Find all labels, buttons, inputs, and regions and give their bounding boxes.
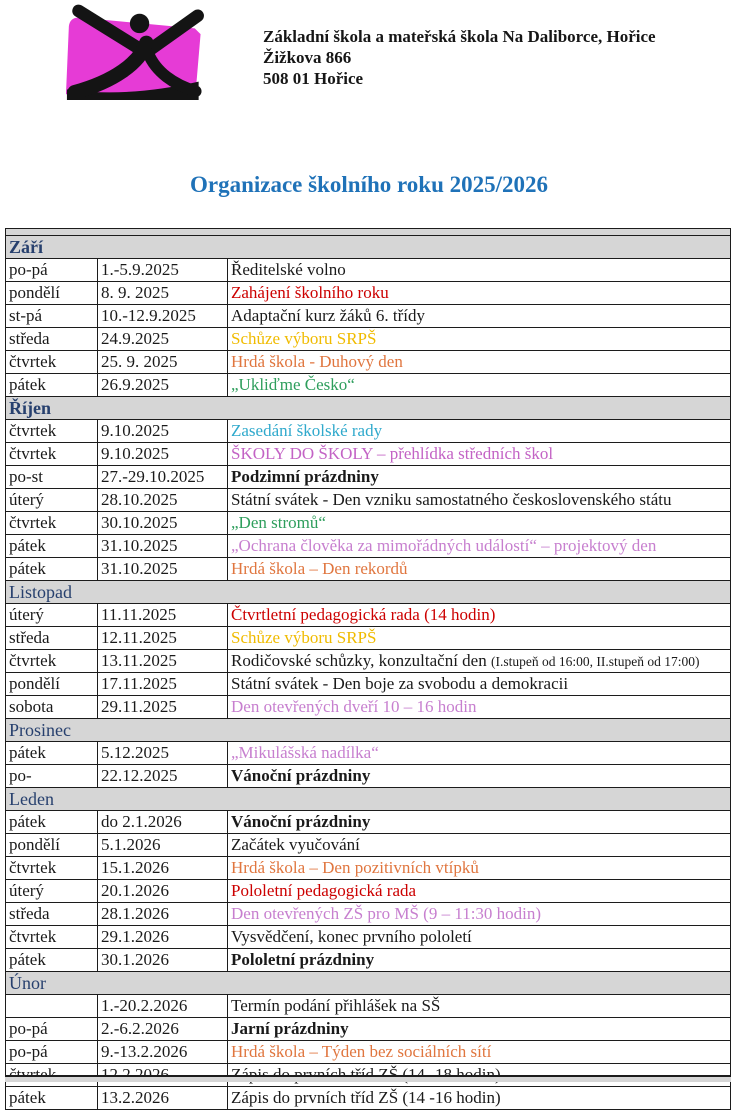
event-cell [228,903,731,926]
day-cell: čtvrtek [6,512,98,535]
event-text: „Ukliďme Česko“ [231,375,355,394]
date-cell: 5.12.2025 [98,742,228,765]
event-text: Zahájení školního roku [231,283,389,302]
date-cell: 8. 9. 2025 [98,282,228,305]
calendar-row [6,880,731,903]
date-cell: 27.-29.10.2025 [98,466,228,489]
day-cell: čtvrtek [6,857,98,880]
event-cell [228,834,731,857]
day-cell [6,995,98,1018]
event-text: Vánoční prázdniny [231,766,371,785]
calendar-row [6,926,731,949]
day-cell: pátek [6,535,98,558]
month-header-row [6,236,731,259]
event-text: Vánoční prázdniny [231,812,371,831]
calendar-row [6,696,731,719]
day-cell: středa [6,328,98,351]
event-text: Schůze výboru SRPŠ [231,329,377,348]
date-cell: 17.11.2025 [98,673,228,696]
event-cell [228,742,731,765]
date-cell: 1.-20.2.2026 [98,995,228,1018]
day-cell: pátek [6,1087,98,1110]
school-year-calendar-table [5,228,731,1110]
date-cell: 29.11.2025 [98,696,228,719]
calendar-row [6,834,731,857]
day-cell: středa [6,903,98,926]
date-cell: 31.10.2025 [98,558,228,581]
abstract-figure-icon [53,8,199,100]
calendar-row [6,489,731,512]
date-cell: 11.11.2025 [98,604,228,627]
calendar-row [6,949,731,972]
date-cell: 2.-6.2.2026 [98,1018,228,1041]
date-cell: 1.-5.9.2025 [98,259,228,282]
event-text: Schůze výboru SRPŠ [231,628,377,647]
event-cell [228,443,731,466]
date-cell: 13.2.2026 [98,1087,228,1110]
day-cell: pátek [6,558,98,581]
calendar-row [6,903,731,926]
day-cell: pondělí [6,282,98,305]
date-cell: 28.10.2025 [98,489,228,512]
event-cell [228,328,731,351]
calendar-row [6,328,731,351]
month-name-cell: Září [6,236,731,259]
event-cell [228,1041,731,1064]
day-cell: po-pá [6,1041,98,1064]
day-cell: čtvrtek [6,650,98,673]
event-text: Čtvrtletní pedagogická rada (14 hodin) [231,605,496,624]
month-header-row [6,581,731,604]
calendar-row [6,627,731,650]
date-cell: 25. 9. 2025 [98,351,228,374]
spacer-cell [6,229,731,236]
event-cell [228,558,731,581]
calendar-row [6,811,731,834]
date-cell: 22.12.2025 [98,765,228,788]
event-text: Zasedání školské rady [231,421,383,440]
calendar-row [6,1087,731,1110]
event-cell [228,259,731,282]
event-text: Ředitelské volno [231,260,346,279]
date-cell: 31.10.2025 [98,535,228,558]
date-cell: 30.1.2026 [98,949,228,972]
calendar-row [6,1018,731,1041]
day-cell: sobota [6,696,98,719]
day-cell: po-pá [6,259,98,282]
day-cell: po-pá [6,1018,98,1041]
day-cell: středa [6,627,98,650]
event-cell [228,604,731,627]
day-cell: po-st [6,466,98,489]
calendar-row [6,374,731,397]
event-cell [228,351,731,374]
day-cell: úterý [6,604,98,627]
event-text: ŠKOLY DO ŠKOLY – přehlídka středních škol [231,444,554,463]
event-cell [228,466,731,489]
event-cell [228,489,731,512]
event-text: Hrdá škola – Den rekordů [231,559,408,578]
calendar-row [6,282,731,305]
date-cell: 10.-12.9.2025 [98,305,228,328]
date-cell: 9.10.2025 [98,420,228,443]
calendar-row [6,351,731,374]
month-header-row [6,972,731,995]
date-cell: 24.9.2025 [98,328,228,351]
event-cell [228,1018,731,1041]
day-cell: pondělí [6,834,98,857]
event-text: Hrdá škola – Den pozitivních vtípků [231,858,479,877]
day-cell: úterý [6,880,98,903]
event-cell [228,949,731,972]
day-cell: pátek [6,374,98,397]
event-cell [228,765,731,788]
date-cell: do 2.1.2026 [98,811,228,834]
event-text: Hrdá škola - Duhový den [231,352,403,371]
date-cell: 9.-13.2.2026 [98,1041,228,1064]
event-text: Pololetní pedagogická rada [231,881,417,900]
calendar-row [6,305,731,328]
event-text: Státní svátek - Den vzniku samostatného československého státu [231,490,672,509]
event-text: Jarní prázdniny [231,1019,349,1038]
school-name: Základní škola a mateřská škola Na Daliborce, Hořice [263,27,656,46]
day-cell: čtvrtek [6,926,98,949]
page-title: Organizace školního roku 2025/2026 [189,172,549,197]
calendar-row [6,765,731,788]
event-cell [228,995,731,1018]
day-cell: čtvrtek [6,443,98,466]
day-cell: st-pá [6,305,98,328]
month-name-cell: Leden [6,788,731,811]
event-cell [228,1087,731,1110]
day-cell: úterý [6,489,98,512]
date-cell: 28.1.2026 [98,903,228,926]
event-cell [228,857,731,880]
calendar-row [6,650,731,673]
calendar-row [6,604,731,627]
calendar-row [6,443,731,466]
calendar-row [6,742,731,765]
day-cell: pátek [6,949,98,972]
event-cell [228,305,731,328]
date-cell: 9.10.2025 [98,443,228,466]
event-cell [228,650,731,673]
school-logo [53,8,199,100]
event-text: Pololetní prázdniny [231,950,375,969]
calendar-row [6,466,731,489]
event-text: Hrdá škola – Týden bez sociálních sítí [231,1042,492,1061]
event-text: Den otevřených ZŠ pro MŠ (9 – 11:30 hodin) [231,904,542,923]
event-text: „Mikulášská nadílka“ [231,743,379,762]
event-text: Zápis do prvních tříd ZŠ (14 -16 hodin) [231,1088,501,1107]
event-cell [228,811,731,834]
date-cell: 12.11.2025 [98,627,228,650]
event-text: Státní svátek - Den boje za svobodu a demokracii [231,674,569,693]
event-cell [228,926,731,949]
date-cell: 26.9.2025 [98,374,228,397]
event-cell [228,374,731,397]
event-cell [228,282,731,305]
date-cell: 30.10.2025 [98,512,228,535]
school-address-city: 508 01 Hořice [263,69,364,88]
event-cell [228,880,731,903]
calendar-row [6,420,731,443]
event-cell [228,696,731,719]
month-name-cell: Prosinec [6,719,731,742]
calendar-row [6,259,731,282]
day-cell: čtvrtek [6,420,98,443]
day-cell: pátek [6,742,98,765]
date-cell: 13.11.2025 [98,650,228,673]
event-text-small: (I.stupeň od 16:00, II.stupeň od 17:00) [490,654,700,669]
table-top-spacer-row [6,229,731,236]
calendar-row [6,512,731,535]
month-header-row [6,788,731,811]
event-cell [228,512,731,535]
day-cell: po- [6,765,98,788]
calendar-row [6,673,731,696]
event-cell [228,535,731,558]
event-text: Vysvědčení, konec prvního pololetí [231,927,472,946]
event-text: Podzimní prázdniny [231,467,379,486]
school-header [263,26,656,89]
event-text: Adaptační kurz žáků 6. třídy [231,306,426,325]
event-cell [228,420,731,443]
date-cell: 15.1.2026 [98,857,228,880]
month-name-cell: Říjen [6,397,731,420]
event-text: Rodičovské schůzky, konzultační den [231,651,491,670]
calendar-row [6,558,731,581]
event-text: „Ochrana člověka za mimořádných událostí“ – projektový den [231,536,657,555]
date-cell: 20.1.2026 [98,880,228,903]
school-address-street: Žižkova 866 [263,48,352,67]
cutoff-next-row [5,1075,731,1082]
event-text: Den otevřených dveří 10 – 16 hodin [231,697,477,716]
month-header-row [6,397,731,420]
event-text: Termín podání přihlášek na SŠ [231,996,441,1015]
date-cell: 29.1.2026 [98,926,228,949]
calendar-row [6,995,731,1018]
event-cell [228,673,731,696]
calendar-row [6,535,731,558]
day-cell: pátek [6,811,98,834]
event-text: „Den stromů“ [231,513,326,532]
month-name-cell: Únor [6,972,731,995]
date-cell: 5.1.2026 [98,834,228,857]
event-cell [228,627,731,650]
day-cell: pondělí [6,673,98,696]
day-cell: čtvrtek [6,351,98,374]
calendar-row [6,857,731,880]
event-text: Začátek vyučování [231,835,360,854]
calendar-row [6,1041,731,1064]
month-name-cell: Listopad [6,581,731,604]
month-header-row [6,719,731,742]
